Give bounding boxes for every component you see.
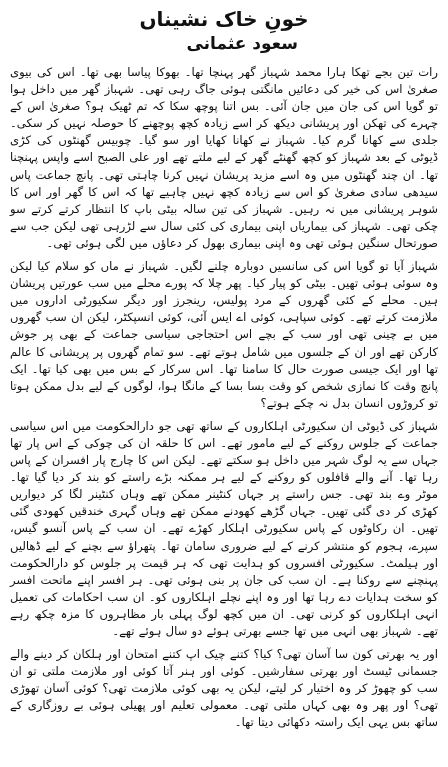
article-paragraph: رات تین بجے تھکا ہارا محمد شہباز گھر پہنچا تھا۔ بھوکا پیاسا بھی تھا۔ اس کی بیوی صغریٰ اس کی خیر کی دعائیں مانگتی ہوئی جاگ رہی تھی۔ شہباز گھر میں داخل ہوا تو گویا اس کی جان میں جان آئی۔ بس اتنا پوچھ سکا کہ تم ٹھیک ہو؟ صغریٰ اس کے چہرے کی تھکن اور پریشانی دیکھ کر اسے زیادہ کچھ پوچھنے کا حوصلہ نہیں کر سکی۔ جلدی سے کھانا گرم کیا۔ شہباز نے کھانا کھایا اور سو گیا۔ چوبیس گھنٹوں کی کڑی ڈیوٹی کے بعد شہباز کو کچھ گھنٹے گھر کے لیے ملتے تھے اور علی الصبح اسے واپس پہنچنا تھا۔ ان چند گھنٹوں میں وہ اسے مزید پریشان نہیں کرنا چاہتی تھی۔ پانچ جماعت پاس سیدھی سادی صغریٰ کو اس سے زیادہ کچھ نہیں چاہیے تھا کہ اس کا گھر اور اس کا شوہر پریشانی میں نہ رہیں۔ شہباز کی تین سالہ بیٹی باپ کا انتظار کرتے کرتے سو چکی تھی۔ شہباز کی بیماریاں اپنی بیماری کی کئی سال سے لڑرہی تھی لیکن جب سے صورتحال سنگین ہوئی تھی وہ اپنی بیماری بھول کر دعاؤں میں لگی ہوئی تھی۔	[10, 65, 438, 250]
article-paragraph: شہباز کی ڈیوٹی ان سکیورٹی اہلکاروں کے ساتھ تھی جو دارالحکومت میں اس سیاسی جماعت کے جلوس روکنے کے لیے مامور تھے۔ اس کا حلقہ ان کی چوکی کے اس پار تھا جہاں سے یہ لوگ شہر میں داخل ہو سکتے تھے۔ لیکن اس کا چارج پار افسران کے پاس رہا تھا۔ آنے والے قافلوں کو روکنے کے لیے ہر ممکنہ بڑے راستے کو بند کر دیا گیا تھا۔ موٹر وے بند تھی۔ جس راستے پر جہاں کنٹینر ممکن تھے وہاں کنٹینر لگا کر دیواریں کھڑی کر دی گئی تھیں۔ جہاں گڑھے کھودنے ممکن تھے وہاں گہری خندقیں کھودی گئی تھیں۔ ان رکاوٹوں کے پاس سکیورٹی اہلکار کھڑے تھے۔ ان سب کے پاس آنسو گیس، سپرے، ہجوم کو منتشر کرنے کے لیے ضروری سامان تھا۔ پتھراؤ سے بچنے کے لیے ڈھالیں اور ہیلمٹ۔ سکیورٹی افسروں کو ہدایت تھی کہ ہر قیمت پر جلوس کو دارالحکومت پہنچنے سے روکنا ہے۔ ان سب کی جان پر بنی ہوئی تھی۔ ہر افسر اپنے ماتحت افسر کو سخت ہدایات دے رہا تھا اور وہ اپنے نچلے اہلکاروں کو۔ ان سب احکامات کی تعمیل انہی اہلکاروں کو کرنی تھی۔ ان میں کچھ لوگ پہلی بار مظاہروں کا مزہ چکھ رہے تھے۔ شہباز بھی انہی میں تھا جسے بھرتی ہوئے دو سال ہوئے تھے۔	[10, 418, 438, 638]
article-title: خونِ خاک نشیناں	[139, 7, 309, 31]
article-author: سعود عثمانی	[186, 34, 298, 54]
article-paragraph: اور یہ بھرتی کون سا آسان تھی؟ کیا؟ کتنے چیک اپ کتنے امتحان اور ہلکان کر دینے والے جسمانی ٹیسٹ اور بھرتی سفارشیں۔ کوئی اور ہنر آتا کوئی اور ملازمت ملتی تو ان سب کو چھوڑ کر وہ اختیار کر لیتے، لیکن یہ بھی کوئی ملازمت تھی؟ کوئی آسان تھوڑی تھی؟ اور پھر وہ بھی کہاں ملتی تھی۔ معمولی تعلیم اور پھیلی ہوئی بے روزگاری کے ساتھ بس یہی ایک راستہ دکھائی دیتا تھا۔	[10, 647, 438, 730]
article-paragraph: شہباز آیا تو گویا اس کی سانسیں دوبارہ چلنے لگیں۔ شہباز نے ماں کو سلام کیا لیکن وہ سوئی ہوئی تھیں۔ بیٹی کو پیار کیا۔ پھر چلا کہ پورے محلے میں سب عورتیں پریشان ہیں۔ محلے کے کئی گھروں کے مرد پولیس، رینجرز اور دیگر سکیورٹی اداروں میں ملازمت کرتے تھے۔ کوئی سپاہی، کوئی اے ایس آئی، کوئی انسپکٹر، لیکن ان سب گھروں میں بے چینی تھی اور سب کے بچے اس احتجاجی سیاسی جماعت کے بھی پر جوش کارکن تھے اور ان کے جلسوں میں شامل ہوتے تھے۔ سو تمام گھروں پر پریشانی کا عالم تھا اور ایک جیسی صورت حال کا سامنا تھا۔ اس سرکار کے بس میں بھی کیا تھا۔ ایک پانچ وقت کا نمازی شخص کو وقت بسا بسا کے مانگا ہوا، لوگوں کے لیے بدل ممکن ہوتا تو کروڑوں انسان بدل نہ چکے ہوتے؟	[10, 259, 438, 410]
